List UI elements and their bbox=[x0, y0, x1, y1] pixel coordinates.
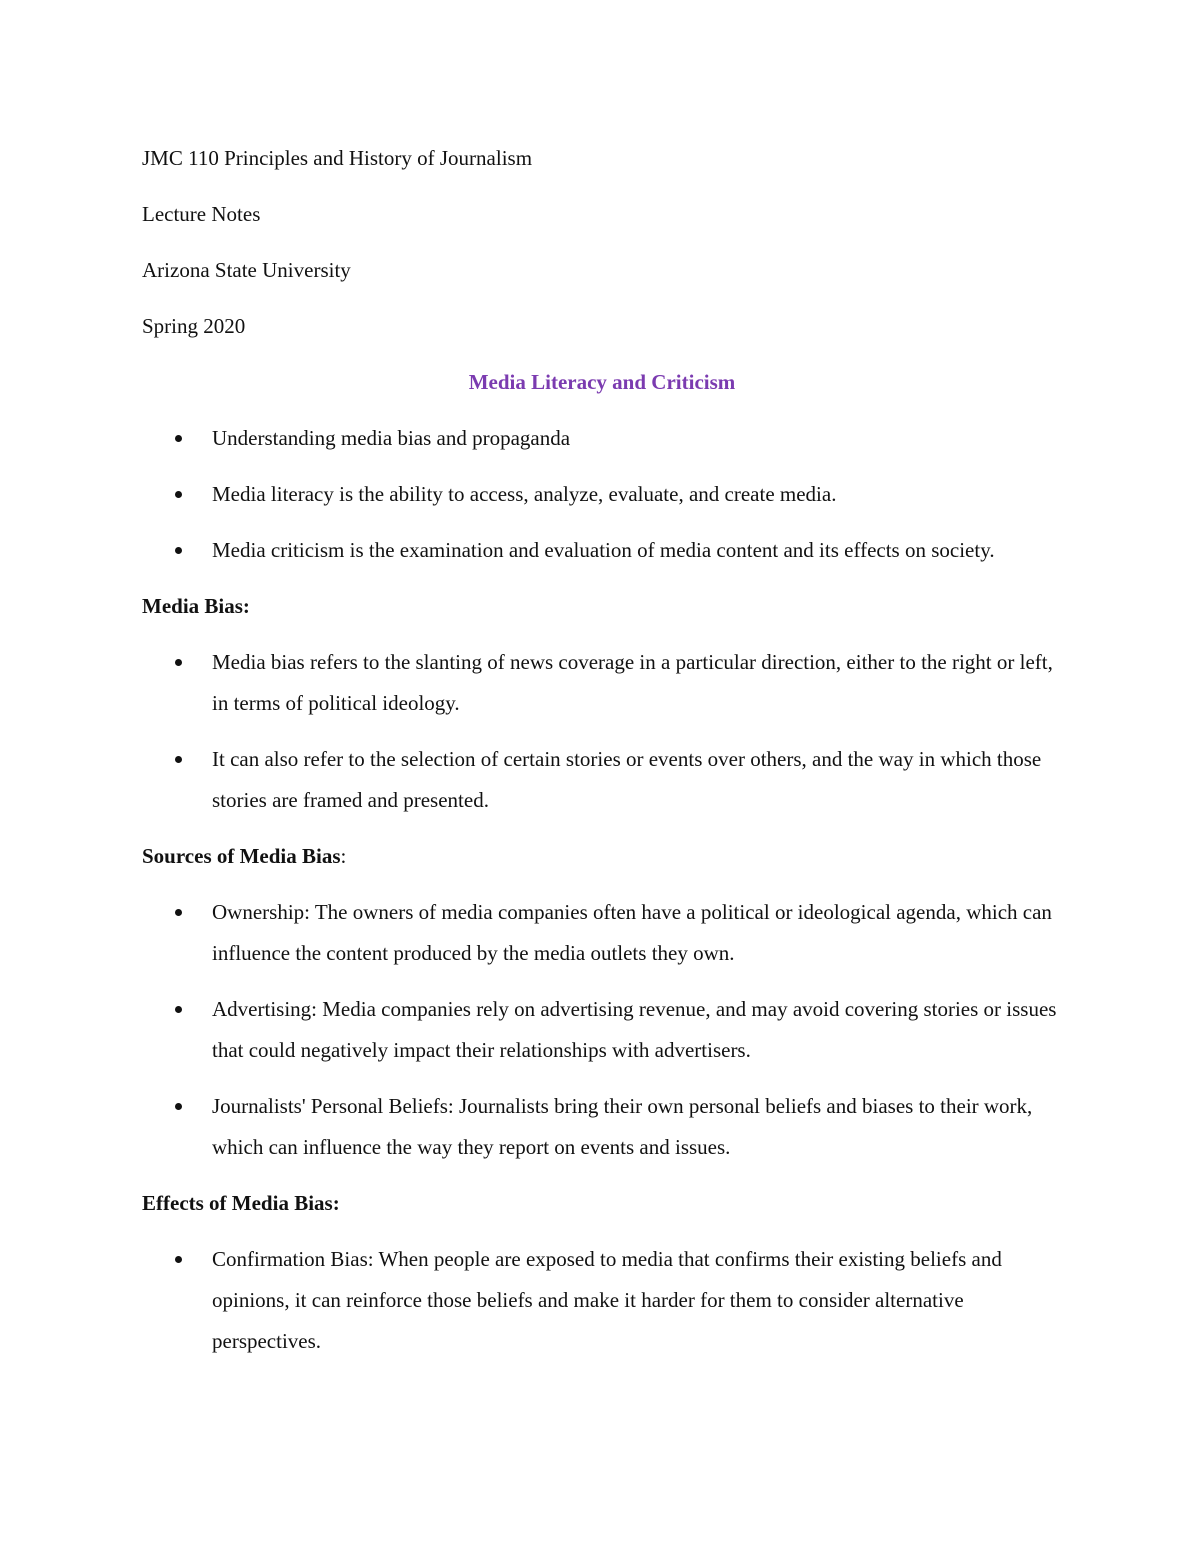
list-item-text: Advertising: Media companies rely on advertising revenue, and may avoid covering stories or issues that could negatively impact their relationships with advertisers. bbox=[212, 997, 1057, 1062]
page-title: Media Literacy and Criticism bbox=[468, 370, 736, 394]
section-media-bias bbox=[142, 586, 1062, 821]
section-heading-text: Sources of Media Bias bbox=[142, 844, 341, 868]
intro-bullet-list bbox=[142, 418, 1062, 571]
list-item bbox=[142, 530, 1062, 571]
section-bullet-list bbox=[142, 1239, 1062, 1362]
section-heading-text: Effects of Media Bias: bbox=[142, 1191, 340, 1215]
list-item bbox=[142, 989, 1062, 1071]
bullet-icon bbox=[175, 435, 182, 442]
list-item-text: It can also refer to the selection of certain stories or events over others, and the way in which those stories are framed and presented. bbox=[212, 747, 1042, 812]
bullet-icon bbox=[175, 756, 182, 763]
section-heading-tail: : bbox=[340, 844, 347, 868]
list-item bbox=[142, 1086, 1062, 1168]
bullet-icon bbox=[175, 1006, 182, 1013]
bullet-icon bbox=[175, 491, 182, 498]
section-bullet-list bbox=[142, 892, 1062, 1168]
course-title: JMC 110 Principles and History of Journalism bbox=[142, 146, 533, 170]
list-item-text: Confirmation Bias: When people are exposed to media that confirms their existing beliefs and opinions, it can reinforce those beliefs and make it harder for them to consider alternative perspectives. bbox=[212, 1247, 1002, 1353]
list-item-text: Understanding media bias and propaganda bbox=[212, 426, 571, 450]
document-type: Lecture Notes bbox=[142, 202, 261, 226]
university-name: Arizona State University bbox=[142, 258, 351, 282]
section-heading-text: Media Bias: bbox=[142, 594, 250, 618]
document-page bbox=[142, 138, 1062, 1377]
bullet-icon bbox=[175, 547, 182, 554]
section-bullet-list bbox=[142, 642, 1062, 821]
section-effects-of-media-bias bbox=[142, 1183, 1062, 1362]
term: Spring 2020 bbox=[142, 314, 246, 338]
bullet-icon bbox=[175, 909, 182, 916]
bullet-icon bbox=[175, 659, 182, 666]
bullet-icon bbox=[175, 1256, 182, 1263]
list-item bbox=[142, 642, 1062, 724]
list-item-text: Media literacy is the ability to access, analyze, evaluate, and create media. bbox=[212, 482, 837, 506]
section-heading bbox=[142, 836, 1062, 877]
section-heading bbox=[142, 1183, 1062, 1224]
list-item bbox=[142, 474, 1062, 515]
list-item bbox=[142, 892, 1062, 974]
list-item-text: Ownership: The owners of media companies often have a political or ideological agenda, which can influence the content produced by the media outlets they own. bbox=[212, 900, 1052, 965]
list-item bbox=[142, 1239, 1062, 1362]
list-item-text: Journalists' Personal Beliefs: Journalists bring their own personal beliefs and biases to their work, which can influence the way they report on events and issues. bbox=[212, 1094, 1033, 1159]
list-item bbox=[142, 418, 1062, 459]
list-item-text: Media criticism is the examination and evaluation of media content and its effects on society. bbox=[212, 538, 995, 562]
section-sources-of-media-bias bbox=[142, 836, 1062, 1168]
list-item bbox=[142, 739, 1062, 821]
list-item-text: Media bias refers to the slanting of news coverage in a particular direction, either to the right or left, in terms of political ideology. bbox=[212, 650, 1053, 715]
section-heading bbox=[142, 586, 1062, 627]
bullet-icon bbox=[175, 1103, 182, 1110]
